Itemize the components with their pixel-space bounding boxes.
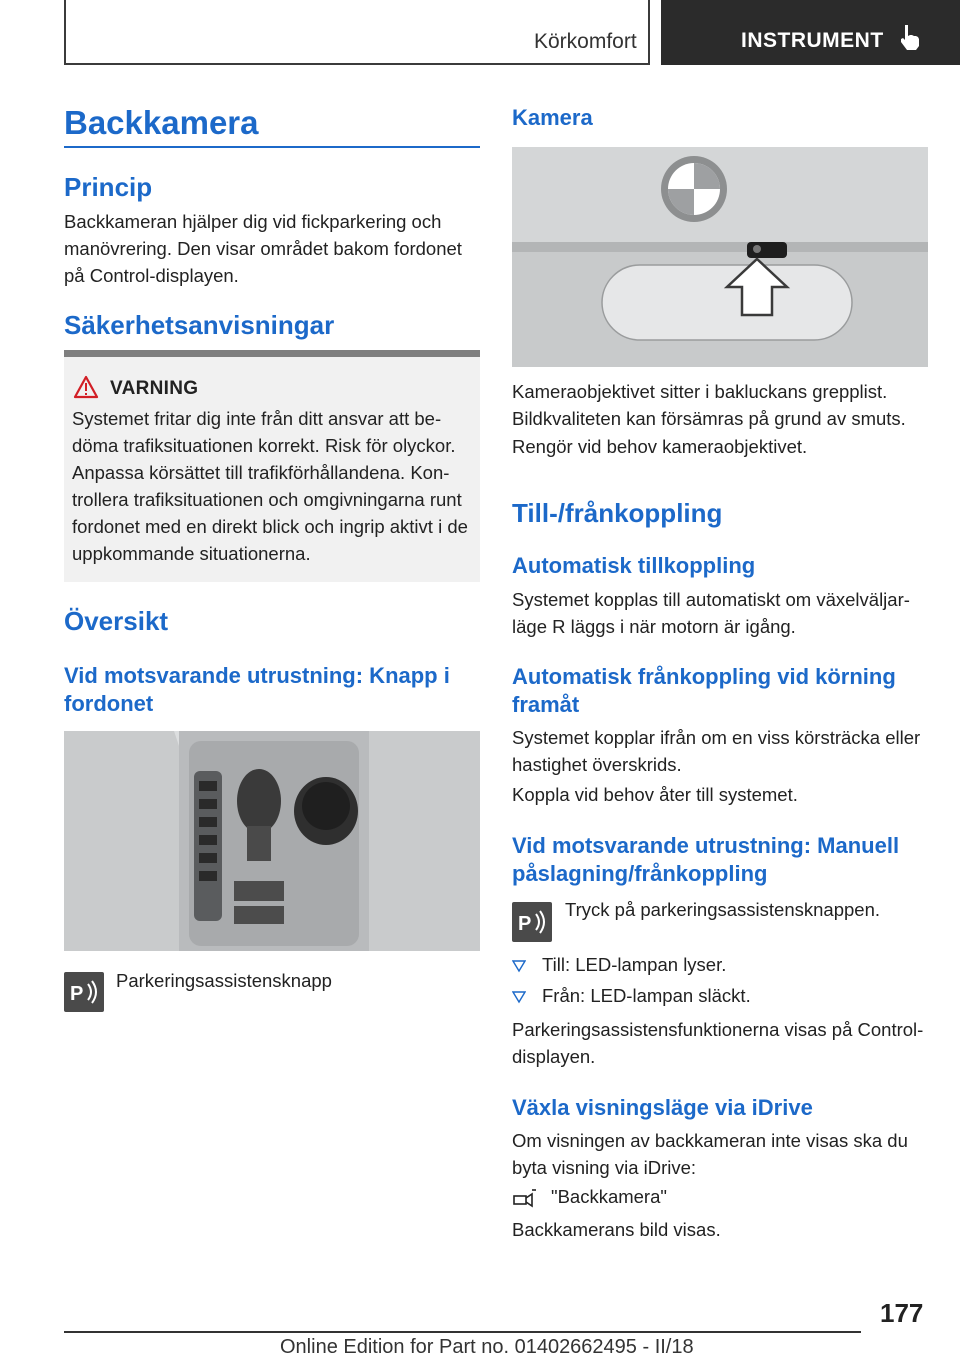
principle-heading: Princip: [64, 172, 153, 202]
overview-heading: Översikt: [64, 606, 169, 636]
menu-item-backkamera[interactable]: "Backkamera": [551, 1186, 667, 1207]
manual-heading: Vid motsvarande utrustning: Manuell påslagning/frånkoppling: [512, 833, 900, 886]
bullet-triangle-icon: [512, 959, 526, 973]
switch-heading: Till-/frånkoppling: [512, 498, 723, 528]
bullet-text: Till: LED-lampan lyser.: [542, 954, 727, 975]
footer-edition: Online Edition for Part no. 01402662495 - II/18: [280, 1336, 694, 1358]
view-text: Om visningen av backkameran inte visas ska du byta visning via iDrive:: [512, 1130, 908, 1178]
bullet-triangle-icon: [512, 990, 526, 1004]
camera-text-2: Rengör vid behov kameraobjektivet.: [512, 436, 808, 457]
hand-pointer-icon: [895, 22, 925, 52]
page-title: Backkamera: [64, 104, 259, 141]
view-result-text: Backkamerans bild visas.: [512, 1219, 721, 1240]
footer-rule: [64, 1331, 861, 1333]
auto-off-text-2: Koppla vid behov åter till systemet.: [512, 784, 798, 805]
svg-text:P: P: [70, 983, 84, 1005]
auto-off-text-1: Systemet kopplar ifrån om en viss körsträcka eller hastighet överskrids.: [512, 727, 921, 775]
warning-text: Systemet fritar dig inte från ditt ansvar att bedöma trafiksituationen korrekt. Risk för olyckor. Anpassa körsättet till trafikförhållandena. Kontrollera trafiksituationen och omgivningarna runt fordonet med en direkt blick och ingrip aktivt i de uppkommande situationerna.: [72, 408, 468, 564]
auto-on-text: Systemet kopplas till automatiskt om växelväljarläge R läggs i när motorn är igång.: [512, 589, 910, 637]
manual-text: Tryck på parkeringsassistensknappen.: [565, 899, 880, 920]
title-rule: [64, 146, 480, 148]
rear-camera-image: [512, 147, 928, 367]
parking-assist-button-icon: [64, 972, 104, 1012]
camera-text-1: Kameraobjektivet sitter i bakluckans grepplist. Bildkvaliteten kan försämras på grund av smuts.: [512, 381, 906, 429]
principle-text: Backkameran hjälper dig vid fickparkering och manövrering. Den visar området bakom fordonet på Control-displayen.: [64, 211, 462, 286]
camera-heading: Kamera: [512, 105, 593, 130]
safety-heading: Säkerhetsanvisningar: [64, 310, 335, 340]
header-section-label[interactable]: Körkomfort: [534, 30, 637, 53]
center-console-illustration: [64, 731, 480, 951]
parking-assist-button-icon-2: [512, 902, 552, 942]
svg-text:P: P: [518, 913, 532, 935]
warning-triangle-icon: [73, 375, 99, 399]
auto-on-heading: Automatisk tillkoppling: [512, 553, 756, 578]
center-console-image: [64, 731, 480, 951]
header-chapter-label: INSTRUMENT: [741, 29, 884, 52]
button-caption: Parkeringsassistensknapp: [116, 970, 332, 991]
bullet-text: Från: LED-lampan släckt.: [542, 985, 751, 1006]
page-number: 177: [880, 1298, 924, 1328]
header-chapter-tab[interactable]: [661, 0, 960, 65]
auto-off-heading: Automatisk frånkoppling vid körning framåt: [512, 664, 896, 717]
view-heading: Växla visningsläge via iDrive: [512, 1095, 813, 1120]
rear-camera-illustration: [512, 147, 928, 367]
functions-text: Parkeringsassistensfunktionerna visas på Control-displayen.: [512, 1019, 924, 1067]
button-heading: Vid motsvarande utrustning: Knapp i fordonet: [64, 663, 450, 716]
camera-menu-icon: [512, 1188, 538, 1210]
warning-label: VARNING: [110, 378, 199, 399]
